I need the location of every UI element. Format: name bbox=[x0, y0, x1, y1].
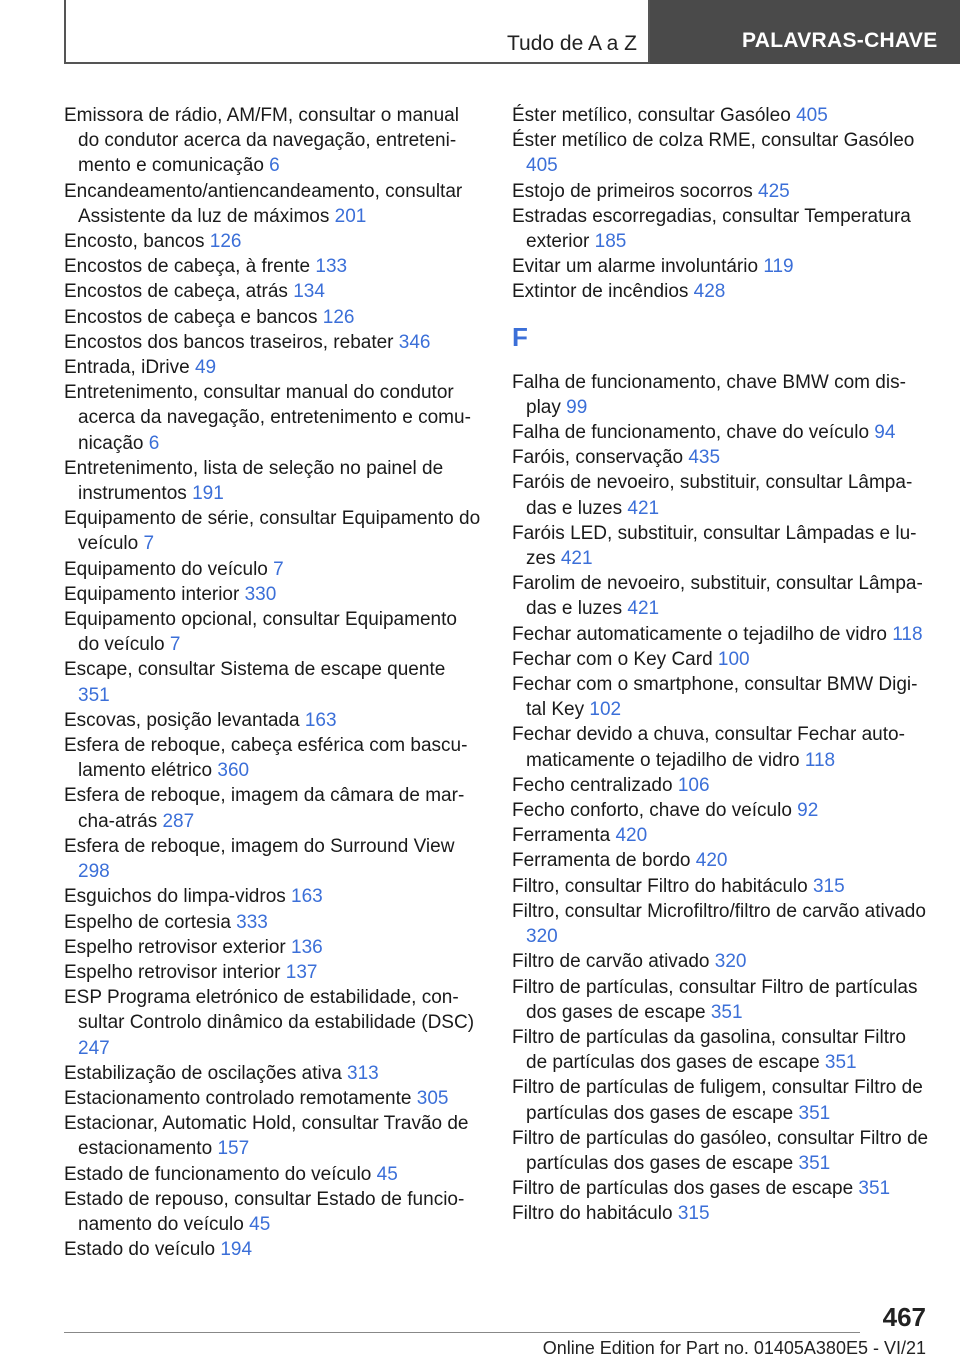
page-reference-link[interactable]: 7 bbox=[143, 533, 155, 555]
index-entry bbox=[64, 103, 482, 179]
page-reference-link[interactable]: 194 bbox=[220, 1239, 253, 1261]
index-entry-text: Escovas, posição levantada bbox=[64, 709, 300, 731]
index-entry bbox=[64, 229, 482, 254]
index-entry bbox=[512, 179, 930, 204]
index-entry bbox=[64, 582, 482, 607]
index-entry bbox=[512, 823, 930, 848]
page-reference-link[interactable]: 119 bbox=[763, 256, 794, 278]
index-entry bbox=[512, 370, 930, 420]
page-reference-link[interactable]: 351 bbox=[824, 1052, 857, 1074]
index-entry-text: Emissora de rádio, AM/FM, consultar o manual do condutor acerca da navegação, entretenimento e comunicação bbox=[64, 105, 459, 177]
index-entry-text: Éster metílico, consultar Gasóleo bbox=[512, 105, 791, 126]
chapter-tab-label: PALAVRAS-CHAVE bbox=[742, 29, 938, 52]
page-reference-link[interactable]: 315 bbox=[812, 875, 845, 897]
index-entry-text: Filtro de partículas, consultar Filtro de partículas dos gases de escape bbox=[512, 976, 918, 1023]
index-entry bbox=[512, 103, 930, 128]
page-reference-link[interactable]: 320 bbox=[526, 926, 558, 948]
index-entry bbox=[64, 607, 482, 657]
index-entry-text: Faróis LED, substituir, consultar Lâmpadas e luzes bbox=[512, 522, 917, 570]
index-entry-text: Estojo de primeiros socorros bbox=[512, 180, 753, 202]
index-entry bbox=[64, 254, 482, 279]
page-reference-link[interactable]: 118 bbox=[892, 623, 923, 645]
index-entry bbox=[512, 622, 930, 647]
index-entry bbox=[512, 1126, 930, 1176]
index-entry bbox=[64, 1187, 482, 1237]
index-entry-text: Fecho conforto, chave do veículo bbox=[512, 800, 792, 822]
page-reference-link[interactable]: 330 bbox=[244, 583, 277, 605]
index-entry bbox=[512, 672, 930, 722]
index-entry-text: Filtro de partículas da gasolina, consultar Filtro de partículas dos gases de escape bbox=[512, 1026, 906, 1074]
page-reference-link[interactable]: 420 bbox=[615, 825, 648, 847]
page-reference-link[interactable]: 421 bbox=[560, 548, 593, 570]
index-entry bbox=[64, 330, 482, 355]
page-reference-link[interactable]: 7 bbox=[273, 558, 284, 580]
page-reference-link[interactable]: 351 bbox=[78, 684, 110, 706]
index-entry bbox=[512, 899, 930, 949]
index-entry-text: Entrada, iDrive bbox=[64, 357, 190, 379]
index-entry-text: Entretenimento, consultar manual do condutor acerca da navegação, entretenimento e comunicação bbox=[64, 382, 471, 454]
index-entry-text: Fechar automaticamente o tejadilho de vidro bbox=[512, 623, 887, 645]
header-frame-bottom bbox=[64, 62, 648, 64]
index-entry bbox=[64, 985, 482, 1061]
index-entry-text: Encosto, bancos bbox=[64, 231, 205, 253]
index-entry bbox=[64, 910, 482, 935]
page-reference-link[interactable]: 351 bbox=[798, 1102, 831, 1124]
index-entry bbox=[512, 949, 930, 974]
page-reference-link[interactable]: 351 bbox=[858, 1178, 891, 1200]
index-entry-text: Esfera de reboque, imagem da câmara de marcha-atrás bbox=[64, 785, 465, 832]
index-entry-text: Falha de funcionamento, chave BMW com display bbox=[512, 371, 906, 418]
index-entry-text: Fechar devido a chuva, consultar Fechar automaticamente o tejadilho de vidro bbox=[512, 724, 905, 771]
index-entry bbox=[512, 128, 930, 178]
page-reference-link[interactable]: 313 bbox=[347, 1062, 379, 1084]
index-entry-text: Filtro de partículas do gasóleo, consultar Filtro de partículas dos gases de escape bbox=[512, 1127, 929, 1174]
index-entry-text: Espelho de cortesia bbox=[64, 911, 231, 933]
index-entry bbox=[512, 571, 930, 621]
page-reference-link[interactable]: 45 bbox=[249, 1213, 271, 1235]
index-entry-text: Faróis de nevoeiro, substituir, consultar Lâmpadas e luzes bbox=[512, 472, 913, 519]
index-entry bbox=[512, 420, 930, 445]
index-entry bbox=[64, 884, 482, 909]
index-entry bbox=[64, 834, 482, 884]
index-entry-text: Estradas escorregadias, consultar Temperatura exterior bbox=[512, 205, 911, 253]
index-entry bbox=[512, 975, 930, 1025]
page-reference-link[interactable]: 118 bbox=[804, 749, 836, 771]
page-reference-link[interactable]: 305 bbox=[416, 1087, 449, 1109]
page-reference-link[interactable]: 94 bbox=[874, 422, 896, 444]
index-entry-text: Esfera de reboque, imagem do Surround View bbox=[64, 835, 455, 857]
page-reference-link[interactable]: 100 bbox=[717, 648, 750, 670]
page-reference-link[interactable]: 106 bbox=[677, 774, 710, 796]
index-entry bbox=[64, 557, 482, 582]
page-number: 467 bbox=[882, 1302, 926, 1332]
index-entry-text: Esfera de reboque, cabeça esférica com basculamento elétrico bbox=[64, 735, 468, 782]
index-column-left bbox=[64, 103, 482, 1262]
page-reference-link[interactable]: 7 bbox=[169, 634, 181, 656]
page-reference-link[interactable]: 360 bbox=[217, 760, 250, 782]
index-entry bbox=[64, 708, 482, 733]
index-entry-text: Equipamento interior bbox=[64, 583, 240, 605]
page-reference-link[interactable]: 126 bbox=[209, 231, 242, 253]
index-entry bbox=[512, 254, 930, 279]
index-entry bbox=[64, 657, 482, 707]
index-entry-text: Encostos dos bancos traseiros, rebater bbox=[64, 331, 394, 353]
index-entry-text: Estado de funcionamento do veículo bbox=[64, 1163, 372, 1185]
header-frame-left bbox=[64, 0, 66, 64]
index-entry-text: Filtro de partículas dos gases de escape bbox=[512, 1178, 854, 1200]
index-entry-text: Esguichos do limpa-vidros bbox=[64, 886, 286, 908]
index-entry bbox=[64, 506, 482, 556]
page-reference-link[interactable]: 247 bbox=[78, 1037, 110, 1059]
page-reference-link[interactable]: 185 bbox=[594, 231, 627, 253]
page-reference-link[interactable]: 405 bbox=[796, 105, 828, 126]
index-entry-text: Filtro, consultar Filtro do habitáculo bbox=[512, 875, 808, 897]
index-entry-text: Estado do veículo bbox=[64, 1239, 216, 1261]
section-title: Tudo de A a Z bbox=[507, 32, 637, 55]
index-entry-text: Espelho retrovisor exterior bbox=[64, 936, 286, 958]
page-reference-link[interactable]: 421 bbox=[627, 598, 660, 620]
page-reference-link[interactable]: 201 bbox=[334, 205, 367, 227]
page-reference-link[interactable]: 298 bbox=[78, 861, 110, 883]
index-entry bbox=[64, 279, 482, 304]
page-reference-link[interactable]: 92 bbox=[797, 800, 819, 822]
index-entry-text: Extintor de incêndios bbox=[512, 281, 689, 303]
index-entry-text: Fecho centralizado bbox=[512, 774, 673, 796]
page-reference-link[interactable]: 315 bbox=[677, 1203, 710, 1225]
index-entry bbox=[64, 1237, 482, 1262]
page-reference-link[interactable]: 425 bbox=[758, 180, 790, 202]
page-reference-link[interactable]: 163 bbox=[291, 886, 323, 908]
page-reference-link[interactable]: 191 bbox=[192, 483, 224, 505]
index-entry-text: Fechar com o Key Card bbox=[512, 648, 713, 670]
page-reference-link[interactable]: 405 bbox=[526, 155, 558, 177]
index-entry-text: Encandeamento/antiencandeamento, consultar Assistente da luz de máximos bbox=[64, 180, 463, 227]
page-reference-link[interactable]: 136 bbox=[291, 936, 323, 958]
index-column-right bbox=[512, 103, 930, 1227]
index-entry-text: Ferramenta bbox=[512, 825, 611, 847]
index-entry bbox=[512, 848, 930, 873]
index-entry-text: Filtro de carvão ativado bbox=[512, 951, 710, 973]
index-entry bbox=[64, 380, 482, 456]
index-entry-text: Encostos de cabeça, à frente bbox=[64, 256, 311, 278]
page-reference-link[interactable]: 102 bbox=[589, 699, 622, 721]
chapter-tab[interactable] bbox=[650, 0, 960, 64]
page-reference-link[interactable]: 428 bbox=[693, 281, 726, 303]
index-entry bbox=[512, 798, 930, 823]
index-entry-text: Escape, consultar Sistema de escape quente bbox=[64, 659, 446, 681]
page-reference-link[interactable]: 6 bbox=[148, 432, 160, 454]
footer-rule bbox=[64, 1332, 860, 1333]
index-entry-text: Faróis, conservação bbox=[512, 447, 684, 469]
index-entry-text: Estabilização de oscilações ativa bbox=[64, 1062, 342, 1084]
index-entry bbox=[64, 1162, 482, 1187]
index-entry-text: Entretenimento, lista de seleção no painel de instrumentos bbox=[64, 457, 444, 505]
index-entry bbox=[64, 935, 482, 960]
page-reference-link[interactable]: 126 bbox=[322, 306, 355, 328]
page-reference-link[interactable]: 99 bbox=[566, 396, 588, 418]
page-reference-link[interactable]: 157 bbox=[217, 1138, 250, 1160]
index-entry-text: Fechar com o smartphone, consultar BMW Digital Key bbox=[512, 674, 918, 721]
index-entry bbox=[64, 1111, 482, 1161]
index-entry-text: Filtro do habitáculo bbox=[512, 1203, 673, 1225]
page-reference-link[interactable]: 351 bbox=[710, 1001, 743, 1023]
index-group-e bbox=[512, 103, 930, 305]
index-entry-text: Filtro de partículas de fuligem, consultar Filtro de partículas dos gases de escape bbox=[512, 1077, 923, 1124]
index-entry bbox=[64, 305, 482, 330]
index-entry-text: Encostos de cabeça e bancos bbox=[64, 306, 318, 328]
index-entry bbox=[64, 355, 482, 380]
page-reference-link[interactable]: 137 bbox=[285, 961, 318, 983]
index-entry-text: Ferramenta de bordo bbox=[512, 850, 691, 872]
index-entry-text: Equipamento de série, consultar Equipamento do veículo bbox=[64, 508, 481, 555]
index-entry-text: Estacionamento controlado remotamente bbox=[64, 1087, 412, 1109]
index-entry-text: Éster metílico de colza RME, consultar Gasóleo bbox=[512, 130, 915, 152]
index-entry bbox=[512, 279, 930, 304]
index-entry-text: Filtro, consultar Microfiltro/filtro de carvão ativado bbox=[512, 900, 926, 922]
index-entry-text: Estado de repouso, consultar Estado de funcionamento do veículo bbox=[64, 1188, 465, 1235]
page-reference-link[interactable]: 435 bbox=[688, 447, 721, 469]
index-entry bbox=[512, 445, 930, 470]
index-entry-text: Farolim de nevoeiro, substituir, consultar Lâmpadas e luzes bbox=[512, 573, 923, 620]
index-group-f bbox=[512, 370, 930, 1227]
letter-heading: F bbox=[512, 321, 528, 352]
index-entry bbox=[512, 1176, 930, 1201]
index-entry bbox=[64, 1061, 482, 1086]
page-reference-link[interactable]: 134 bbox=[293, 281, 325, 303]
page-reference-link[interactable]: 421 bbox=[627, 497, 660, 519]
index-entry bbox=[64, 456, 482, 506]
index-entry-text: Evitar um alarme involuntário bbox=[512, 256, 759, 278]
page-reference-link[interactable]: 351 bbox=[798, 1152, 831, 1174]
index-entry bbox=[64, 783, 482, 833]
index-entry-text: Estacionar, Automatic Hold, consultar Travão de estacionamento bbox=[64, 1113, 469, 1160]
page-reference-link[interactable]: 6 bbox=[269, 155, 280, 177]
page-reference-link[interactable]: 163 bbox=[304, 709, 337, 731]
index-entry bbox=[512, 1075, 930, 1125]
index-entry bbox=[512, 1201, 930, 1226]
index-entry bbox=[64, 733, 482, 783]
edition-note: Online Edition for Part no. 01405A380E5 - VI/21 bbox=[542, 1338, 926, 1358]
page-reference-link[interactable]: 45 bbox=[376, 1163, 398, 1185]
index-entry bbox=[512, 470, 930, 520]
index-entry bbox=[512, 874, 930, 899]
index-entry bbox=[512, 722, 930, 772]
page-reference-link[interactable]: 420 bbox=[695, 850, 728, 872]
page-reference-link[interactable]: 49 bbox=[194, 357, 217, 379]
index-entry-text: Encostos de cabeça, atrás bbox=[64, 281, 288, 303]
index-entry bbox=[64, 1086, 482, 1111]
index-entry-text: Equipamento opcional, consultar Equipamento do veículo bbox=[64, 609, 457, 656]
index-entry bbox=[512, 1025, 930, 1075]
index-entry-text: ESP Programa eletrónico de estabilidade, consultar Controlo dinâmico da estabilidade (DSC) bbox=[64, 987, 475, 1034]
index-entry-text: Espelho retrovisor interior bbox=[64, 961, 281, 983]
page-reference-link[interactable]: 320 bbox=[714, 951, 747, 973]
page-reference-link[interactable]: 333 bbox=[236, 911, 268, 933]
page-reference-link[interactable]: 287 bbox=[162, 810, 195, 832]
index-entry bbox=[512, 204, 930, 254]
index-entry bbox=[512, 773, 930, 798]
index-entry bbox=[512, 647, 930, 672]
index-entry-text: Equipamento do veículo bbox=[64, 558, 268, 580]
index-entry bbox=[64, 960, 482, 985]
index-entry-text: Falha de funcionamento, chave do veículo bbox=[512, 422, 870, 444]
index-entry bbox=[512, 521, 930, 571]
page-reference-link[interactable]: 346 bbox=[398, 331, 431, 353]
page-reference-link[interactable]: 133 bbox=[315, 256, 348, 278]
index-entry bbox=[64, 179, 482, 229]
